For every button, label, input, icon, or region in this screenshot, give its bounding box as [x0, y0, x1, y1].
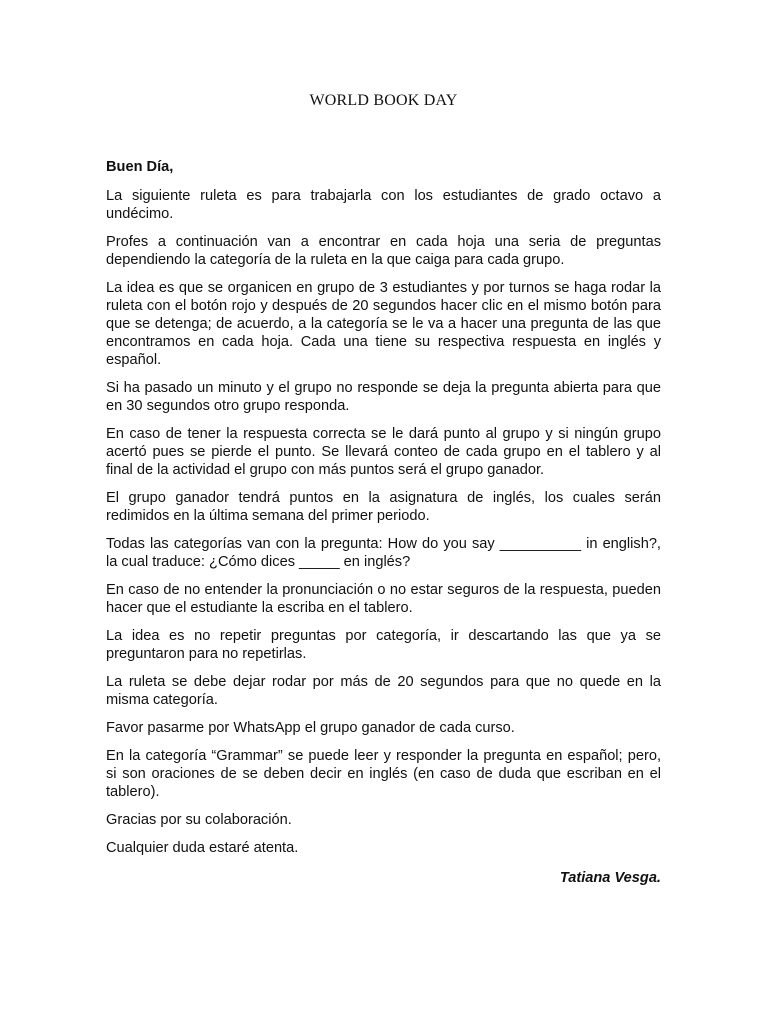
paragraph-no-repeat: La idea es no repetir preguntas por categoría, ir descartando las que ya se preguntaron para no repetirlas. [106, 628, 661, 662]
document-body [106, 158, 661, 887]
paragraph-spin-duration: La ruleta se debe dejar rodar por más de 20 segundos para que no quede en la misma categoría. [106, 674, 661, 708]
paragraph-winner: El grupo ganador tendrá puntos en la asignatura de inglés, los cuales serán redimidos en la última semana del primer periodo. [106, 490, 661, 524]
paragraph-contact: Cualquier duda estaré atenta. [106, 840, 299, 856]
paragraph-questions: Profes a continuación van a encontrar en cada hoja una seria de preguntas dependiendo la categoría de la ruleta en la que caiga para cada grupo. [106, 234, 661, 268]
paragraph-categories: Todas las categorías van con la pregunta: How do you say __________ in english?, la cual traduce: ¿Cómo dices _____ en inglés? [106, 536, 661, 570]
document-page [106, 0, 661, 1024]
paragraph-time-limit: Si ha pasado un minuto y el grupo no responde se deja la pregunta abierta para que en 30 segundos otro grupo responda. [106, 380, 661, 414]
paragraph-grammar: En la categoría “Grammar” se puede leer y responder la pregunta en español; pero, si son oraciones de se deben decir en inglés (en caso de duda que escriban en el tablero). [106, 748, 661, 800]
paragraph-grades: La siguiente ruleta es para trabajarla con los estudiantes de grado octavo a undécimo. [106, 188, 661, 222]
paragraph-thanks: Gracias por su colaboración. [106, 812, 292, 828]
signature: Tatiana Vesga. [559, 870, 661, 886]
greeting: Buen Día, [106, 159, 174, 175]
paragraph-scoring: En caso de tener la respuesta correcta se le dará punto al grupo y si ningún grupo acertó pues se pierde el punto. Se llevará conteo de cada grupo en el tablero y al final de la actividad el grupo con más puntos será el grupo ganador. [106, 426, 661, 478]
document-title: WORLD BOOK DAY [309, 92, 458, 109]
paragraph-whatsapp: Favor pasarme por WhatsApp el grupo ganador de cada curso. [106, 720, 515, 736]
paragraph-pronunciation: En caso de no entender la pronunciación o no estar seguros de la respuesta, pueden hacer que el estudiante la escriba en el tablero. [106, 582, 661, 616]
paragraph-groups: La idea es que se organicen en grupo de 3 estudiantes y por turnos se haga rodar la ruleta con el botón rojo y después de 20 segundos hacer clic en el mismo botón para que se detenga; de acuerdo, a la categoría se le va a hacer una pregunta de las que encontramos en cada hoja. Cada una tiene su respectiva respuesta en inglés y español. [106, 280, 661, 368]
